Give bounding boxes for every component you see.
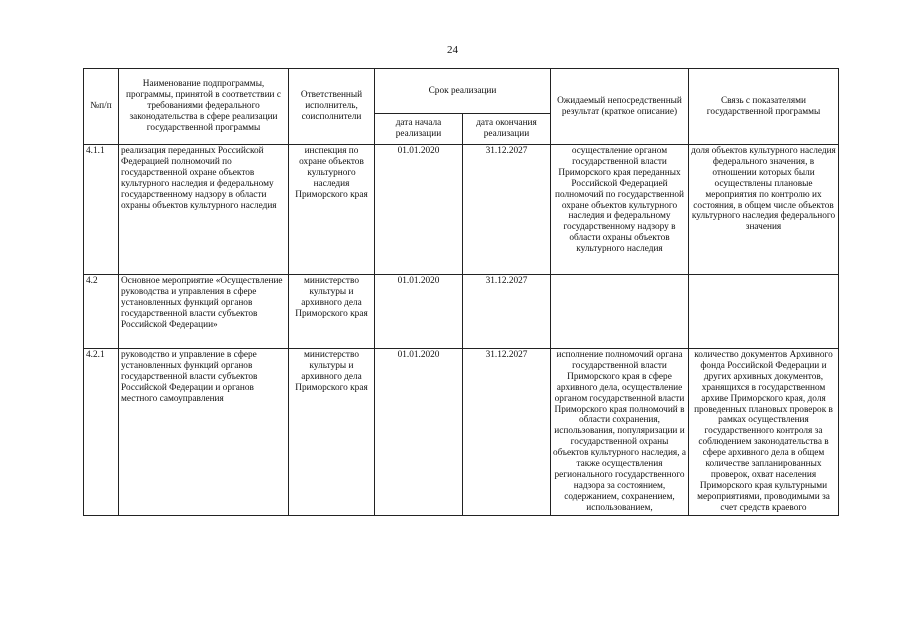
header-responsible: Ответственный исполнитель, соисполнители xyxy=(289,69,375,145)
row-name: реализация переданных Российской Федерацией полномочий по государственной охране объектов культурного наследия и федеральному государственному надзору в области охраны объектов культурного наследия xyxy=(119,145,289,275)
row-num: 4.1.1 xyxy=(84,145,119,275)
table-row xyxy=(84,275,839,349)
row-name: руководство и управление в сфере установленных функций органов государственной власти субъектов Российской Федерации и органов местного самоуправления xyxy=(119,349,289,516)
row-end: 31.12.2027 xyxy=(463,275,551,349)
header-link: Связь с показателями государственной программы xyxy=(689,69,839,145)
row-name: Основное мероприятие «Осуществление руководства и управления в сфере установленных функций органов государственной власти субъектов Российской Федерации» xyxy=(119,275,289,349)
row-end: 31.12.2027 xyxy=(463,145,551,275)
page-number: 24 xyxy=(447,44,458,56)
header-start: дата начала реализации xyxy=(375,114,463,145)
row-link: доля объектов культурного наследия федерального значения, в отношении которых были осуществлены плановые мероприятия по контролю их состояния, в общем числе объектов культурного наследия федерального значения xyxy=(689,145,839,275)
row-num: 4.2 xyxy=(84,275,119,349)
header-result: Ожидаемый непосредственный результат (краткое описание) xyxy=(551,69,689,145)
header-name: Наименование подпрограммы, программы, принятой в соответствии с требованиями федерального законодательства в сфере реализации государственной программы xyxy=(119,69,289,145)
row-link xyxy=(689,275,839,349)
row-result: осуществление органом государственной власти Приморского края переданных Российской Федерацией полномочий по государственной охране объектов культурного наследия и федеральному государственному надзору в области охраны объектов культурного наследия xyxy=(551,145,689,275)
header-end: дата окончания реализации xyxy=(463,114,551,145)
row-link: количество документов Архивного фонда Российской Федерации и других архивных документов, хранящихся в государственном архиве Приморского края, доля проведенных плановых проверок в рамках осуществления государственного контроля за соблюдением законодательства в сфере архивного дела в общем количестве запланированных проверок, охват населения Приморского края культурными мероприятиями, проводимыми за счет средств краевого xyxy=(689,349,839,516)
table-row xyxy=(84,349,839,516)
row-result: исполнение полномочий органа государственной власти Приморского края в сфере архивного дела, осуществление органом государственной власти Приморского края полномочий в области сохранения, использования, популяризации и государственной охраны объектов культурного наследия, а также осуществления регионального государственного надзора за состоянием, содержанием, сохранением, использованием, xyxy=(551,349,689,516)
row-responsible: министерство культуры и архивного дела Приморского края xyxy=(289,349,375,516)
row-start: 01.01.2020 xyxy=(375,349,463,516)
table-row xyxy=(84,145,839,275)
row-responsible: инспекция по охране объектов культурного наследия Приморского края xyxy=(289,145,375,275)
row-num: 4.2.1 xyxy=(84,349,119,516)
row-start: 01.01.2020 xyxy=(375,145,463,275)
row-end: 31.12.2027 xyxy=(463,349,551,516)
header-period: Срок реализации xyxy=(375,69,551,114)
row-result xyxy=(551,275,689,349)
row-start: 01.01.2020 xyxy=(375,275,463,349)
header-num: №п/п xyxy=(84,69,119,145)
program-table xyxy=(83,68,839,516)
row-responsible: министерство культуры и архивного дела Приморского края xyxy=(289,275,375,349)
